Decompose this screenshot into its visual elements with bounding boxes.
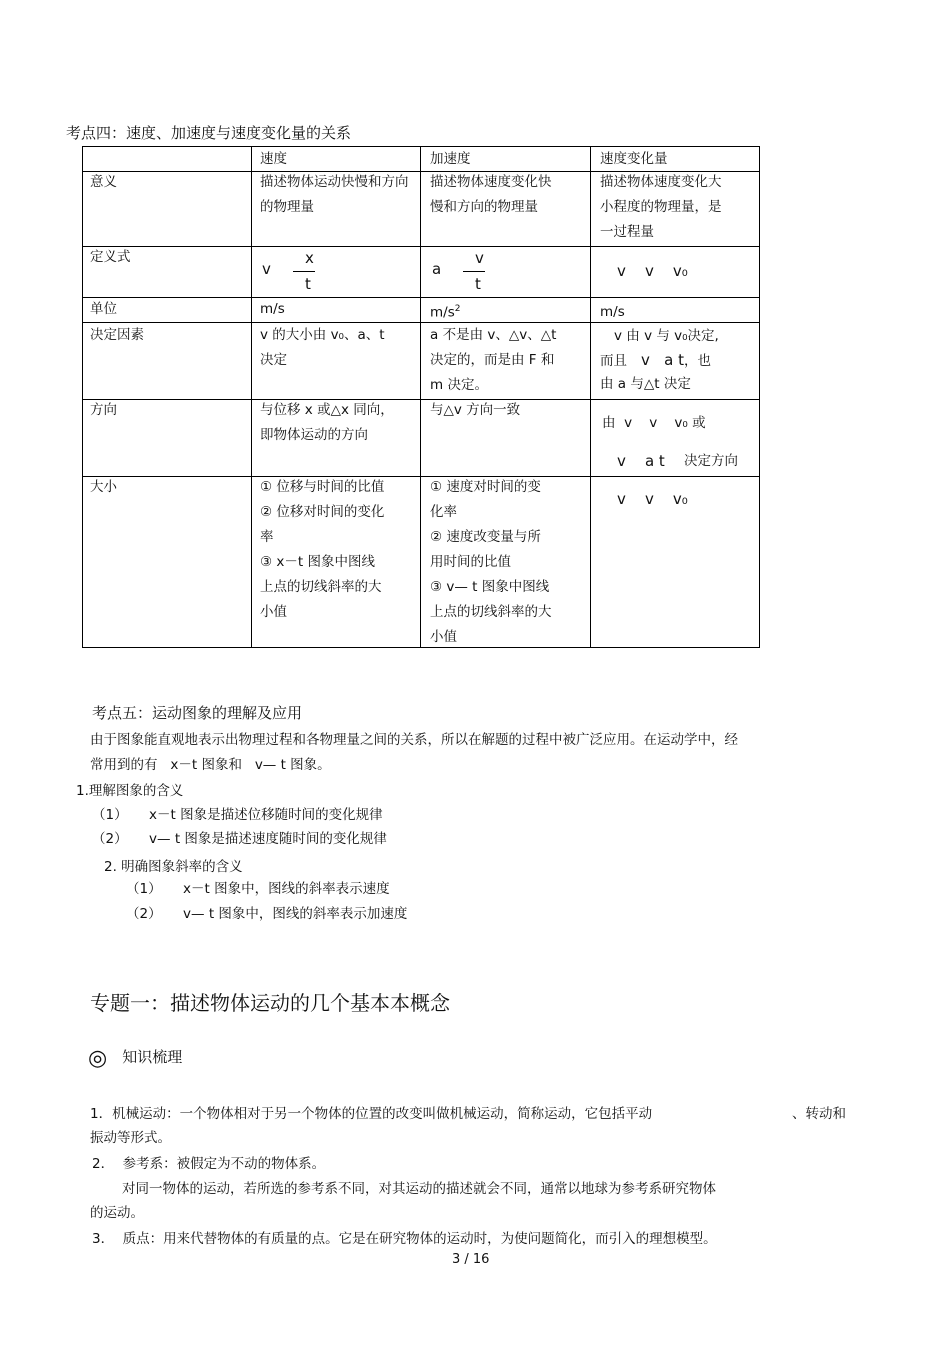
- unit-velocity: m/s: [260, 301, 285, 317]
- point-1a: （1） x－t 图象是描述位移随时间的变化规律: [92, 807, 383, 823]
- page-number: 3 / 16: [452, 1252, 490, 1267]
- section4-title: 考点四：速度、加速度与速度变化量的关系: [66, 124, 352, 142]
- header-velocity-change: 速度变化量: [600, 151, 668, 167]
- header-acceleration: 加速度: [430, 151, 471, 167]
- point-2: 2. 明确图象斜率的含义: [104, 859, 243, 875]
- meaning-velocity-change: 描述物体速度变化大 小程度的物理量，是 一过程量: [600, 174, 722, 240]
- factor-acceleration: a 不是由 v、△v、△t 决定的，而是由 F 和 m 决定。: [430, 327, 557, 393]
- topic1-title: 专题一：描述物体运动的几个基本本概念: [90, 991, 450, 1015]
- unit-velocity-change: m/s: [600, 304, 625, 320]
- point-2a: （1） x－t 图象中，图线的斜率表示速度: [126, 881, 390, 897]
- formula-velocity-change: v v v₀: [617, 262, 688, 280]
- row-label-direction: 方向: [90, 402, 117, 418]
- item-2-line-2: 对同一物体的运动，若所选的参考系不同，对其运动的描述就会不同，通常以地球为参考系研究物体: [122, 1181, 716, 1197]
- knowledge-subtitle: ◎ 知识梳理: [88, 1046, 183, 1071]
- point-1b: （2） v— t 图象是描述速度随时间的变化规律: [92, 831, 387, 847]
- item-2-line-1: 2． 参考系：被假定为不动的物体系。: [92, 1156, 326, 1172]
- section5-title: 考点五：运动图象的理解及应用: [92, 704, 303, 722]
- direction-velocity-change-3: 决定方向: [684, 453, 738, 469]
- point-2b: （2） v— t 图象中，图线的斜率表示加速度: [126, 906, 408, 922]
- row-label-definition: 定义式: [90, 249, 131, 265]
- item-3: 3． 质点：用来代替物体的有质量的点。它是在研究物体的运动时，为使问题简化，而引入的理想模型。: [92, 1231, 717, 1247]
- factor-velocity-change-2: 而且 v a t，也: [600, 351, 712, 369]
- direction-velocity-change-2: v a t: [617, 452, 665, 470]
- meaning-acceleration: 描述物体速度变化快 慢和方向的物理量: [430, 174, 552, 215]
- row-label-unit: 单位: [90, 301, 117, 317]
- direction-velocity: 与位移 x 或△x 同向， 即物体运动的方向: [260, 402, 394, 443]
- factor-velocity-change-1: v 由 v 与 v₀决定,: [614, 328, 719, 344]
- row-label-meaning: 意义: [90, 174, 117, 190]
- header-velocity: 速度: [260, 151, 287, 167]
- double-circle-icon: ◎: [88, 1046, 108, 1071]
- row-label-factor: 决定因素: [90, 327, 144, 343]
- magnitude-velocity: ① 位移与时间的比值 ② 位移对时间的变化 率 ③ x－t 图象中图线 上点的切线斜率的大 小值: [260, 479, 385, 620]
- item-1-line-2: 振动等形式。: [90, 1130, 171, 1146]
- magnitude-acceleration: ① 速度对时间的变 化率 ② 速度改变量与所 用时间的比值 ③ v— t 图象中图线 上点的切线斜率的大 小值: [430, 479, 552, 645]
- factor-velocity: v 的大小由 v₀、a、t 决定: [260, 327, 385, 368]
- unit-acceleration: $m/s^2$: [430, 304, 461, 321]
- point-1: 1.理解图象的含义: [76, 783, 184, 799]
- row-label-magnitude: 大小: [90, 479, 117, 495]
- direction-acceleration: 与△v 方向一致: [430, 402, 521, 418]
- factor-velocity-change-3: 由 a 与△t 决定: [600, 376, 691, 392]
- comparison-table: 速度 加速度 速度变化量 意义 描述物体运动快慢和方向 的物理量 描述物体速度变化快 慢和方向的物理量 描述物体速度变化大 小程度的物理量，是 一过程量 定义式 v x t a v t v v v₀ 单位 m/s $m/s^2$ m/s 决定因素 v 的大小由 v₀、a、t 决定 a 不是由 v、△v、△t 决定的，而是由 F 和 m 决定。 v 由 v 与 v₀决定, 而且 v a t，也 由 a 与△t 决定 方向 与位移 x 或△x 同向， 即物体运动的方向 与△v 方向一致 由 v v v₀ 或 v a t 决定方向 大小 ① 位移与时间的比值 ② 位移对时间的变化 率 ③ x－t 图象中图线 上点的切线斜率的大 小值 ① 速度对时间的变 化率 ② 速度改变量与所 用时间的比值 ③ v— t 图象中图线 上点的切线斜率的大 小值 v v v₀: [82, 146, 760, 648]
- item-1-line-1: 1．机械运动：一个物体相对于另一个物体的位置的改变叫做机械运动，简称运动，它包括平动: [90, 1106, 653, 1122]
- magnitude-velocity-change: v v v₀: [617, 490, 688, 508]
- item-2-line-3: 的运动。: [90, 1205, 144, 1221]
- section5-intro-1: 由于图象能直观地表示出物理过程和各物理量之间的关系，所以在解题的过程中被广泛应用。在运动学中，经: [90, 732, 738, 748]
- meaning-velocity: 描述物体运动快慢和方向 的物理量: [260, 174, 409, 215]
- item-1-line-1-tail: 、转动和: [792, 1106, 846, 1122]
- section5-intro-2: 常用到的有 x－t 图象和 v— t 图象。: [90, 757, 331, 773]
- direction-velocity-change-1: 由 v v v₀ 或: [602, 415, 706, 431]
